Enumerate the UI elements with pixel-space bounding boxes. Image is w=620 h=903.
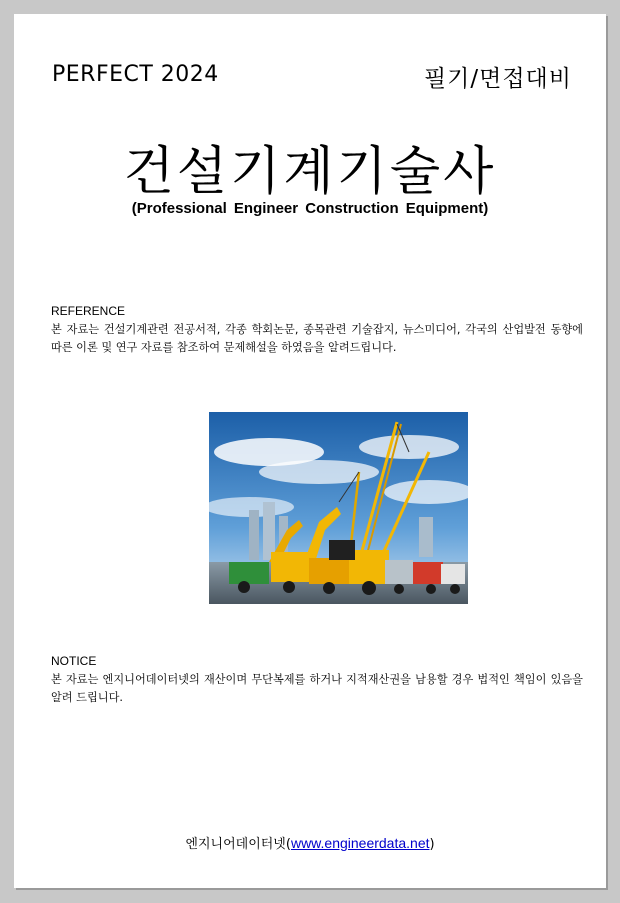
notice-heading: NOTICE bbox=[51, 654, 97, 668]
edition-label: PERFECT 2024 bbox=[52, 62, 219, 87]
footer-company: 엔지니어데이터넷( bbox=[185, 837, 291, 852]
reference-body: 본 자료는 건설기계관련 전공서적, 각종 학회논문, 종목관련 기술잡지, 뉴스미디어, 각국의 산업발전 동향에 따른 이론 및 연구 자료를 참조하여 문제해설을 하였음을 알려드립니다. bbox=[51, 323, 583, 354]
website-link[interactable]: www.engineerdata.net bbox=[290, 835, 430, 851]
english-subtitle: (Professional Engineer Construction Equipment) bbox=[131, 200, 489, 217]
reference-heading: REFERENCE bbox=[51, 304, 126, 318]
notice-body: 본 자료는 엔지니어데이터넷의 재산이며 무단복제를 하거나 지적재산권을 남용할 경우 법적인 책임이 있음을 알려 드립니다. bbox=[51, 673, 583, 704]
construction-equipment-photo bbox=[209, 412, 468, 604]
exam-type-label: 필기/면접대비 bbox=[423, 66, 572, 92]
footer bbox=[14, 833, 606, 852]
footer-close: ) bbox=[429, 837, 435, 852]
main-title: 건설기계기술사 bbox=[123, 142, 497, 202]
document-page bbox=[14, 14, 606, 888]
